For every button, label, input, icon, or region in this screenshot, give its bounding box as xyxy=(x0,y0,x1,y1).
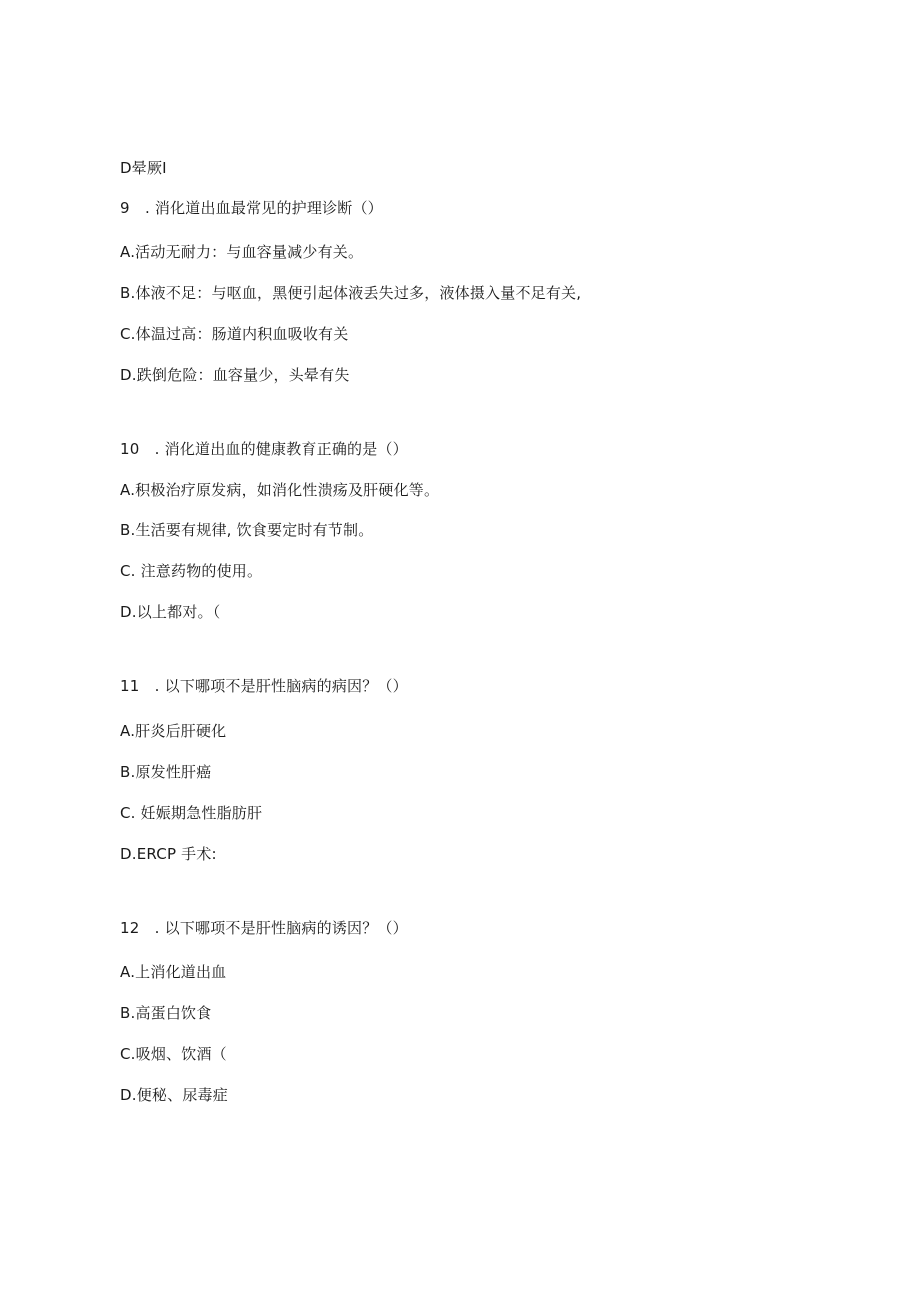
question-11-option-a: A.肝炎后肝硬化 xyxy=(120,722,227,740)
question-9-stem: 9 . 消化道出血最常见的护理诊断（） xyxy=(120,199,383,217)
question-9-option-a: A.活动无耐力：与血容量减少有关。 xyxy=(120,243,364,261)
question-12-option-a: A.上消化道出血 xyxy=(120,963,227,981)
question-12-stem: 12 . 以下哪项不是肝性脑病的诱因？（） xyxy=(120,919,408,937)
question-10-option-a: A.积极治疗原发病，如消化性溃疡及肝硬化等。 xyxy=(120,481,440,499)
question-12-option-d: D.便秘、尿毒症 xyxy=(120,1086,228,1104)
question-9-option-c: C.体温过高：肠道内积血吸收有关 xyxy=(120,325,349,343)
question-10-option-b: B.生活要有规律, 饮食要定时有节制。 xyxy=(120,521,374,539)
question-9-option-b: B.体液不足：与呕血，黑便引起体液丢失过多，液体摄入量不足有关, xyxy=(120,284,582,302)
question-11-stem: 11 . 以下哪项不是肝性脑病的病因？（） xyxy=(120,677,408,695)
question-10-option-c: C. 注意药物的使用。 xyxy=(120,562,263,580)
question-10-stem: 10 . 消化道出血的健康教育正确的是（） xyxy=(120,440,408,458)
question-10-option-d: D.以上都对。（ xyxy=(120,603,221,621)
question-12-option-c: C.吸烟、饮酒（ xyxy=(120,1045,227,1063)
question-12-option-b: B.高蛋白饮食 xyxy=(120,1004,212,1022)
question-11-option-b: B.原发性肝癌 xyxy=(120,763,212,781)
question-9-option-d: D.跌倒危险：血容量少，头晕有失 xyxy=(120,366,350,384)
question-11-option-d: D.ERCP 手术: xyxy=(120,845,217,863)
option-d-prev: D晕厥I xyxy=(120,159,167,177)
question-11-option-c: C. 妊娠期急性脂肪肝 xyxy=(120,804,263,822)
